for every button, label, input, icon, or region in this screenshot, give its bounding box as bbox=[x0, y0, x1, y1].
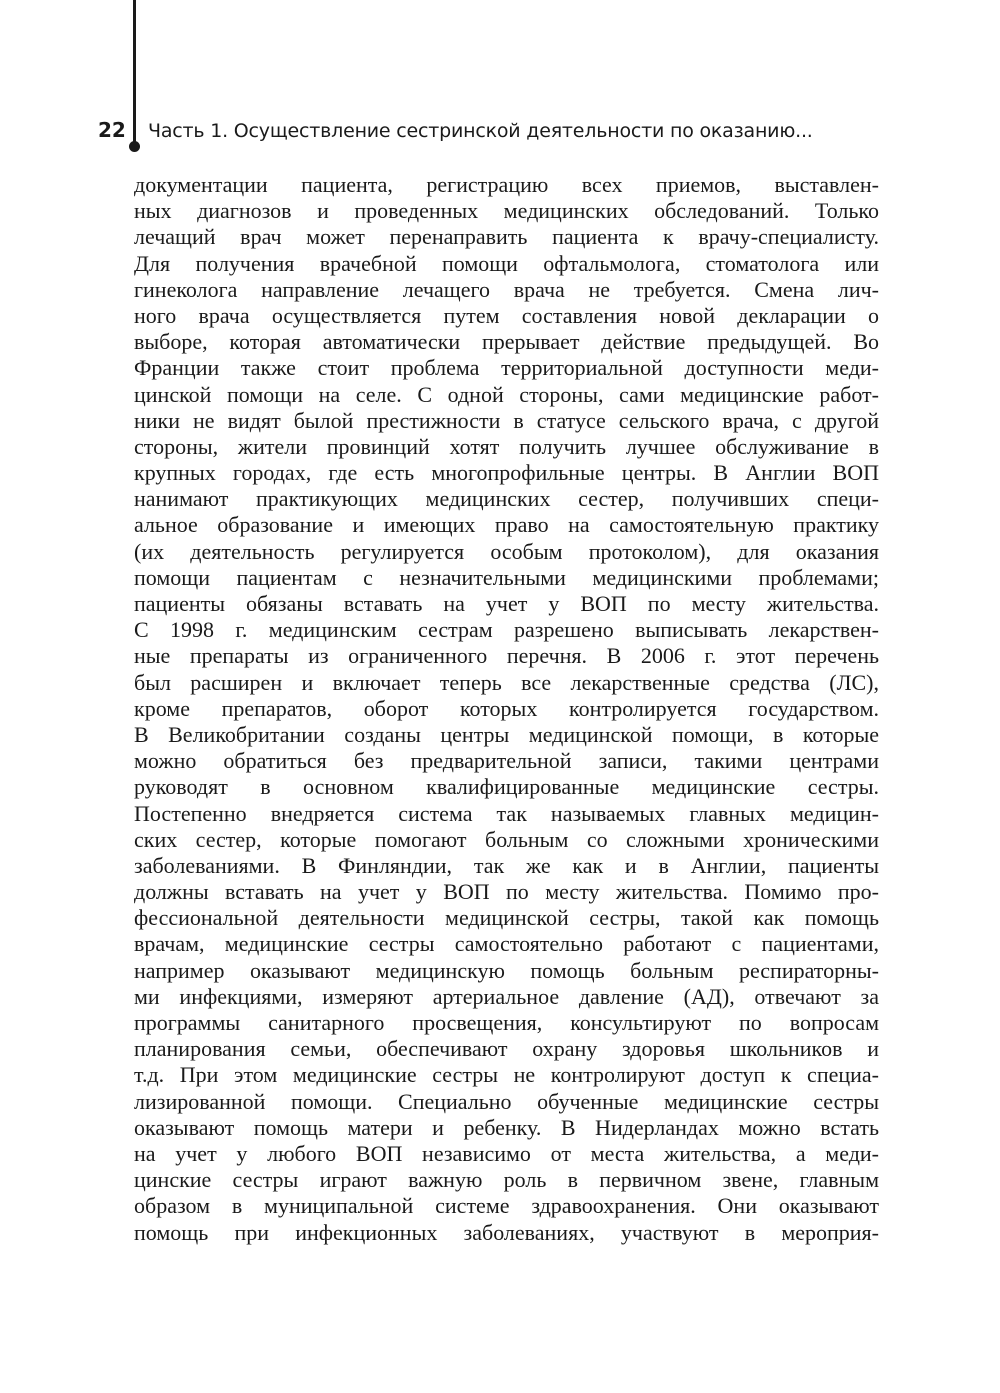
text-line: заболеваниями. В Финляндии, так же как и в Англии, пациенты bbox=[134, 852, 879, 878]
text-line: можно обратиться без предварительной записи, такими центрами bbox=[134, 748, 879, 774]
text-line: крупных городах, где есть многопрофильные центры. В Англии ВОП bbox=[134, 460, 879, 486]
text-line: стороны, жители провинций хотят получить лучшее обслуживание в bbox=[134, 433, 879, 459]
text-line: руководят в основном квалифицированные медицинские сестры. bbox=[134, 774, 879, 800]
text-line: выборе, которая автоматически прерывает действие предыдущей. Во bbox=[134, 329, 879, 355]
text-line: ные препараты из ограниченного перечня. В 2006 г. этот перечень bbox=[134, 643, 879, 669]
header-rule-dot bbox=[129, 141, 140, 152]
text-line: помощи пациентам с незначительными медицинскими проблемами; bbox=[134, 564, 879, 590]
text-line: например оказывают медицинскую помощь больным респираторны- bbox=[134, 957, 879, 983]
text-line: на учет у любого ВОП независимо от места жительства, а меди- bbox=[134, 1140, 879, 1166]
text-line: образом в муниципальной системе здравоохранения. Они оказывают bbox=[134, 1193, 879, 1219]
text-line: должны вставать на учет у ВОП по месту жительства. Помимо про- bbox=[134, 879, 879, 905]
text-line: оказывают помощь матери и ребенку. В Нидерландах можно встать bbox=[134, 1114, 879, 1140]
running-header: Часть 1. Осуществление сестринской деятельности по оказанию... bbox=[148, 120, 813, 142]
text-line: лечащий врач может перенаправить пациента к врачу-специалисту. bbox=[134, 224, 879, 250]
text-line: пациенты обязаны вставать на учет у ВОП по месту жительства. bbox=[134, 591, 879, 616]
header-vertical-rule bbox=[133, 0, 136, 146]
text-line: документации пациента, регистрацию всех приемов, выставлен- bbox=[134, 172, 879, 197]
text-line: планирования семьи, обеспечивают охрану здоровья школьников и bbox=[134, 1036, 879, 1062]
text-line: т.д. При этом медицинские сестры не контролируют доступ к специа- bbox=[134, 1062, 879, 1088]
text-line: ники не видят былой престижности в статусе сельского врача, с другой bbox=[134, 407, 879, 433]
text-line: кроме препаратов, оборот которых контролируется государством. bbox=[134, 695, 879, 721]
text-line: ми инфекциями, измеряют артериальное давление (АД), отвечают за bbox=[134, 983, 879, 1009]
text-line: цинской помощи на селе. С одной стороны, сами медицинские работ- bbox=[134, 381, 879, 407]
text-line: ных диагнозов и проведенных медицинских обследований. Только bbox=[134, 198, 879, 224]
text-line: был расширен и включает теперь все лекарственные средства (ЛС), bbox=[134, 669, 879, 695]
text-line: помощь при инфекционных заболеваниях, участвуют в мероприя- bbox=[134, 1219, 879, 1245]
text-line: альное образование и имеющих право на самостоятельную практику bbox=[134, 512, 879, 538]
text-line: цинские сестры играют важную роль в первичном звене, главным bbox=[134, 1167, 879, 1193]
text-line: программы санитарного просвещения, консультируют по вопросам bbox=[134, 1010, 879, 1035]
body-text bbox=[134, 172, 879, 1246]
text-line: Франции также стоит проблема территориальной доступности меди- bbox=[134, 355, 879, 381]
text-line: врачам, медицинские сестры самостоятельно работают с пациентами, bbox=[134, 931, 879, 957]
text-line: В Великобритании созданы центры медицинской помощи, в которые bbox=[134, 721, 879, 747]
page-number: 22 bbox=[98, 118, 126, 142]
text-line: Для получения врачебной помощи офтальмолога, стоматолога или bbox=[134, 250, 879, 276]
text-line: (их деятельность регулируется особым протоколом), для оказания bbox=[134, 538, 879, 564]
text-line: ного врача осуществляется путем составления новой декларации о bbox=[134, 302, 879, 328]
text-line: С 1998 г. медицинским сестрам разрешено выписывать лекарствен- bbox=[134, 617, 879, 643]
text-line: фессиональной деятельности медицинской сестры, такой как помощь bbox=[134, 905, 879, 931]
text-line: ских сестер, которые помогают больным со сложными хроническими bbox=[134, 826, 879, 852]
text-line: нанимают практикующих медицинских сестер, получивших специ- bbox=[134, 486, 879, 512]
text-line: лизированной помощи. Специально обученные медицинские сестры bbox=[134, 1088, 879, 1114]
text-line: гинеколога направление лечащего врача не требуется. Смена лич- bbox=[134, 276, 879, 302]
text-line: Постепенно внедряется система так называемых главных медицин- bbox=[134, 800, 879, 826]
